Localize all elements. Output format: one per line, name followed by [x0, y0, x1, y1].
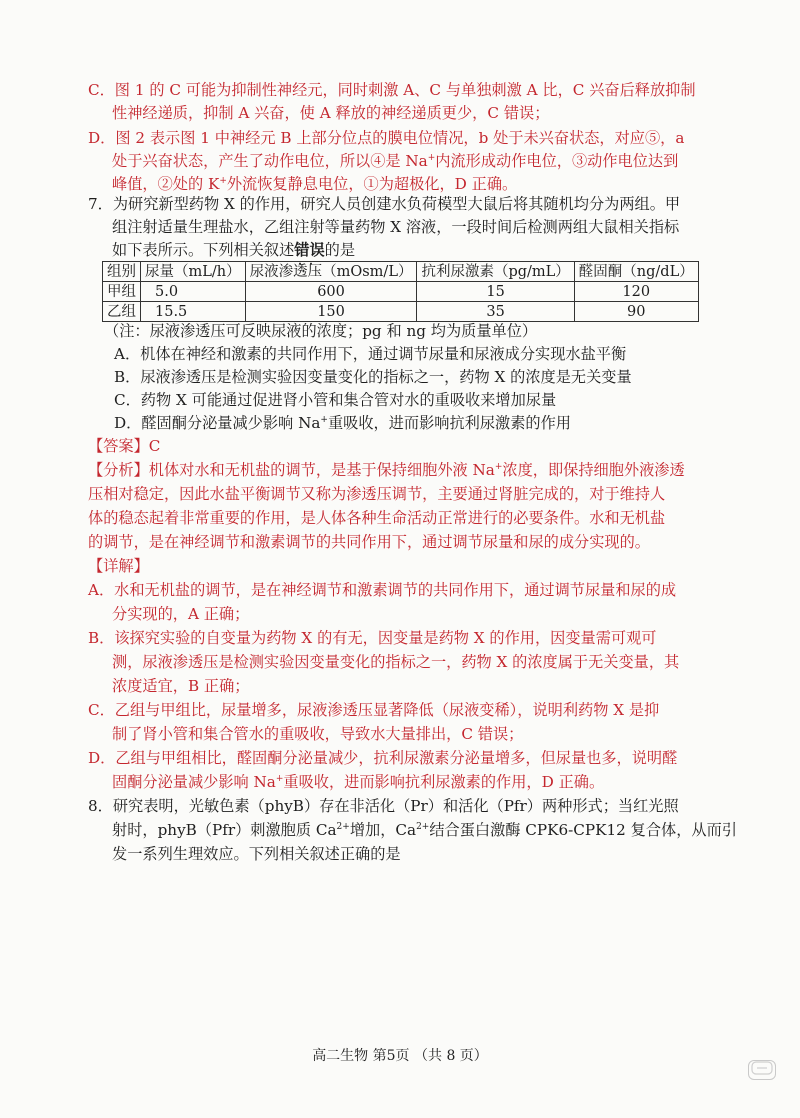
question-8-line1: 8．研究表明，光敏色素（phyB）存在非活化（Pr）和活化（Pfr）两种形式；当红光照 [88, 797, 679, 815]
option-d: D．醛固酮分泌量减少影响 Na+重吸收，进而影响抗利尿激素的作用 [114, 414, 571, 432]
table-cell: 600 [245, 282, 417, 302]
analysis-line3: 体的稳态起着非常重要的作用，是人体各种生命活动正常进行的必要条件。水和无机盐 [88, 509, 666, 527]
detail-a-line2: 分实现的，A 正确； [112, 605, 250, 623]
table-cell: 150 [245, 302, 417, 322]
table-header-cell: 组别 [103, 262, 141, 282]
analysis-line1: 【分析】机体对水和无机盐的调节，是基于保持细胞外液 Na+浓度，即保持细胞外液渗透 [88, 461, 685, 479]
table-header-cell: 尿量（mL/h） [141, 262, 246, 282]
watermark-logo-icon [751, 1061, 773, 1075]
option-b: B．尿液渗透压是检测实验因变量变化的指标之一，药物 X 的浓度是无关变量 [114, 368, 632, 386]
emphasis-word: 错误 · · [294, 241, 324, 259]
detail-b-line2: 测，尿液渗透压是检测实验因变量变化的指标之一，药物 X 的浓度属于无关变量，其 [112, 653, 680, 671]
explain-d-line2: 处于兴奋状态，产生了动作电位，所以④是 Na+内流形成动作电位，③动作电位达到 [112, 152, 679, 170]
table-cell: 乙组 [103, 302, 141, 322]
question-7-line3: 如下表所示。下列相关叙述错误 · ·的是 [112, 240, 355, 260]
explain-d-line3: 峰值，②处的 K+外流恢复静息电位，①为超极化，D 正确。 [112, 175, 518, 193]
detail-d-line1: D．乙组与甲组相比，醛固酮分泌量减少，抗利尿激素分泌量增多，但尿量也多，说明醛 [88, 749, 678, 767]
explain-c-line2: 性神经递质，抑制 A 兴奋，使 A 释放的神经递质更少，C 错误； [112, 104, 550, 122]
table-cell: 120 [574, 282, 698, 302]
answer-line [88, 436, 160, 456]
question-8-line3: 发一系列生理效应。下列相关叙述正确的是 [112, 845, 401, 863]
option-c: C．药物 X 可能通过促进肾小管和集合管对水的重吸收来增加尿量 [114, 391, 557, 409]
table-header-cell: 抗利尿激素（pg/mL） [417, 262, 574, 282]
option-a: A．机体在神经和激素的共同作用下，通过调节尿量和尿液成分实现水盐平衡 [114, 345, 627, 363]
detail-d-line2: 固酮分泌量减少影响 Na+重吸收，进而影响抗利尿激素的作用，D 正确。 [112, 773, 605, 791]
detail-c-line2: 制了肾小管和集合管水的重吸收，导致水大量排出，C 错误； [112, 725, 524, 743]
table-cell: 甲组 [103, 282, 141, 302]
explain-c-line1: C．图 1 的 C 可能为抑制性神经元，同时刺激 A、C 与单独刺激 A 比，C 兴奋后释放抑制 [88, 81, 696, 99]
detail-a-line1: A．水和无机盐的调节，是在神经调节和激素调节的共同作用下，通过调节尿量和尿的成 [88, 581, 677, 599]
table-cell: 15.5 [141, 302, 246, 322]
detail-tag: 【详解】 [88, 557, 149, 575]
table-note: （注：尿液渗透压可反映尿液的浓度；pg 和 ng 均为质量单位） [104, 322, 538, 340]
table-cell: 5.0 [141, 282, 246, 302]
detail-b-line1: B．该探究实验的自变量为药物 X 的有无，因变量是药物 X 的作用，因变量需可观可 [88, 629, 657, 647]
answer-tag: 【答案】 [88, 437, 149, 455]
analysis-line4: 的调节，是在神经调节和激素调节的共同作用下，通过调节尿量和尿的成分实现的。 [88, 533, 650, 551]
answer-value: C [148, 437, 161, 455]
page-footer: 高二生物 第5页 （共 8 页） [312, 1048, 488, 1064]
question-8-line2: 射时，phyB（Pfr）刺激胞质 $Ca^{2+}$增加，$Ca^{2+}$结合蛋白激酶 CPK6-CPK12 复合体，从而引 [112, 821, 737, 839]
table-header-row [103, 262, 699, 282]
table-row [103, 282, 699, 302]
table-cell: 90 [574, 302, 698, 322]
table-cell: 35 [417, 302, 574, 322]
table-header-cell: 醛固酮（ng/dL） [574, 262, 698, 282]
table-header-cell: 尿液渗透压（mOsm/L） [245, 262, 417, 282]
analysis-tag: 【分析】 [88, 461, 149, 479]
question-7-line1: 7．为研究新型药物 X 的作用，研究人员创建水负荷模型大鼠后将其随机均分为两组。甲 [88, 195, 681, 213]
explain-d-line1: D．图 2 表示图 1 中神经元 B 上部分位点的膜电位情况，b 处于未兴奋状态，对应⑤，a [88, 129, 685, 147]
data-table [102, 261, 699, 322]
analysis-line2: 压相对稳定，因此水盐平衡调节又称为渗透压调节，主要通过肾脏完成的，对于维持人 [88, 485, 666, 503]
detail-b-line3: 浓度适宜，B 正确； [112, 677, 250, 695]
watermark-logo [748, 1060, 776, 1080]
table-row [103, 302, 699, 322]
detail-c-line1: C．乙组与甲组比，尿量增多，尿液渗透压显著降低（尿液变稀），说明利药物 X 是抑 [88, 701, 660, 719]
question-7-line2: 组注射适量生理盐水，乙组注射等量药物 X 溶液，一段时间后检测两组大鼠相关指标 [112, 218, 680, 236]
table-cell: 15 [417, 282, 574, 302]
